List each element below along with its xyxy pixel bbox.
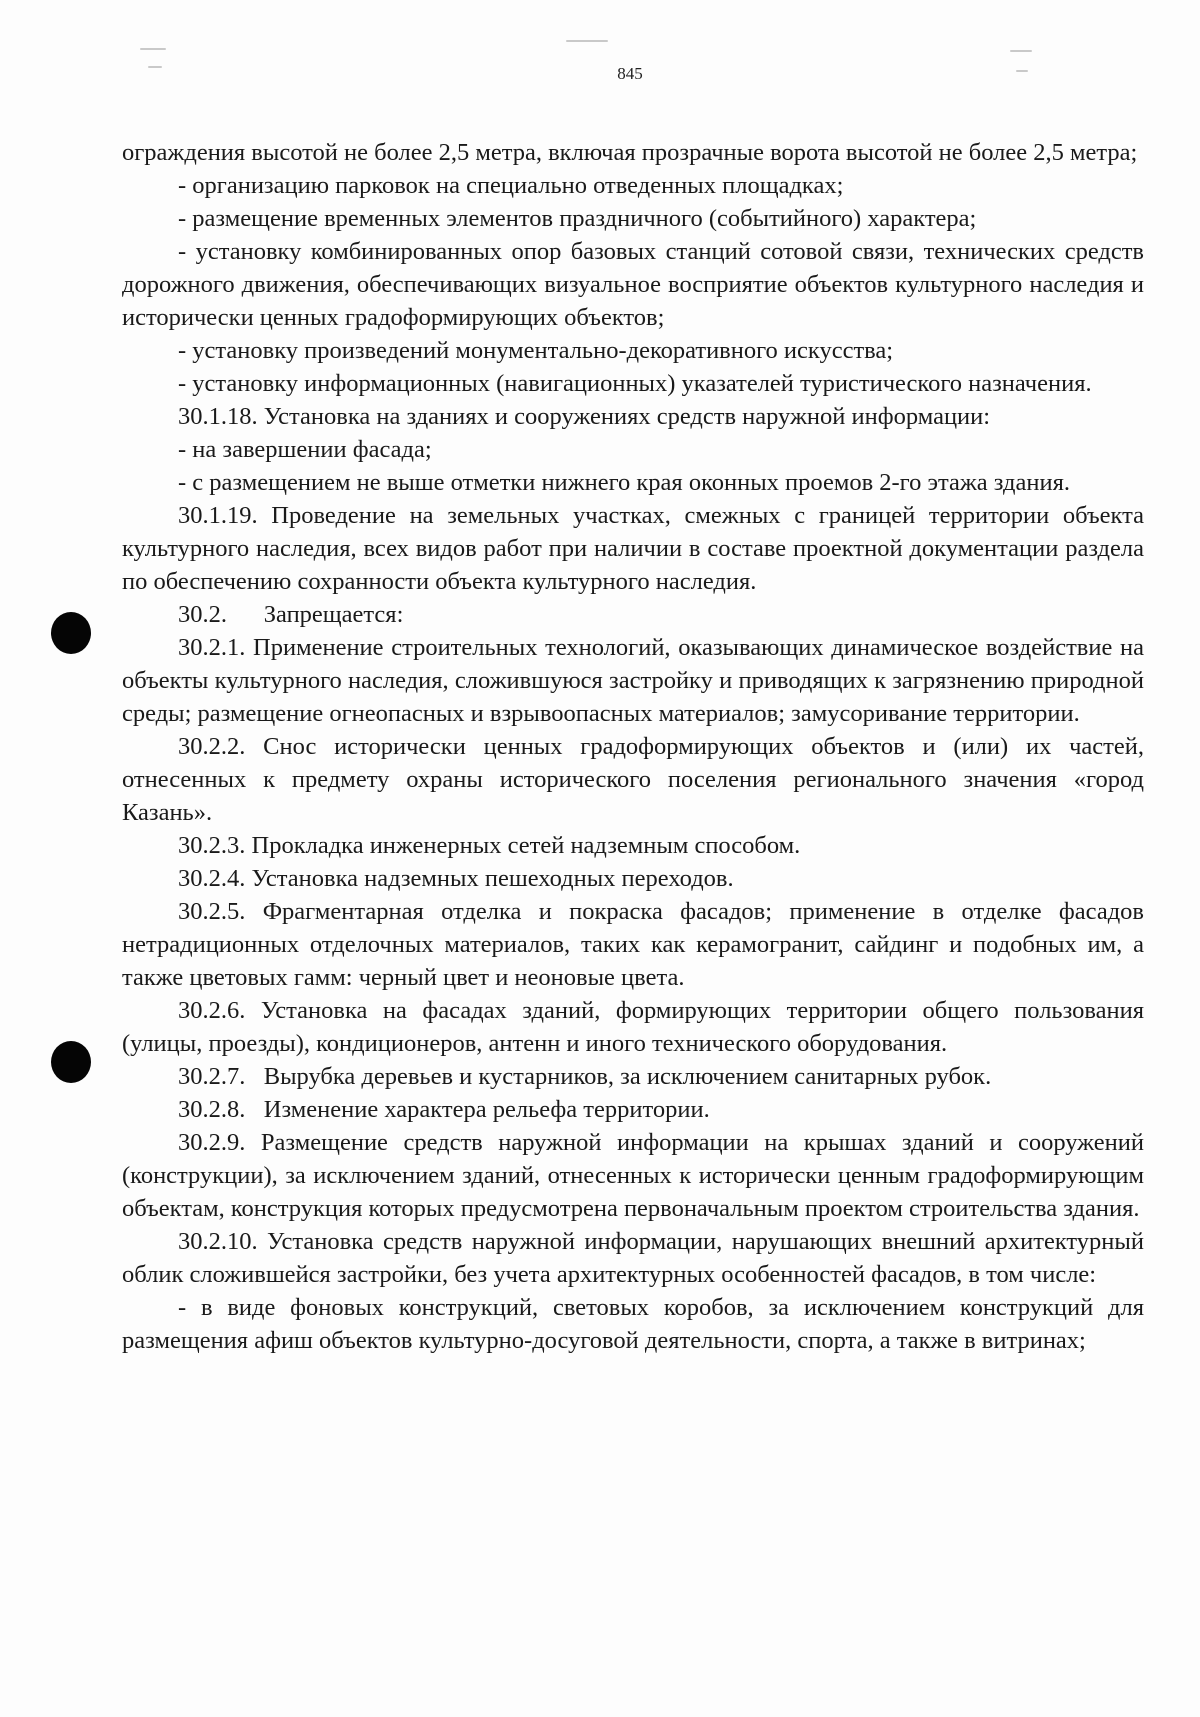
clause-30-2-6: 30.2.6. Установка на фасадах зданий, формирующих территории общего пользования (улицы, проезды), кондиционеров, антенн и иного технического оборудования. (122, 997, 1144, 1057)
clause-30-2-9: 30.2.9. Размещение средств наружной информации на крышах зданий и сооружений (конструкции), за исключением зданий, отнесенных к исторически ценным градоформирующим объектам, конструкция которых предусмотрена первоначальным проектом строительства здания. (122, 1129, 1144, 1222)
clause-30-2-1: 30.2.1. Применение строительных технологий, оказывающих динамическое воздействие на объекты культурного наследия, сложившуюся застройку и приводящих к загрязнению природной среды; размещение огнеопасных и взрывоопасных материалов; замусоривание территории. (122, 634, 1144, 727)
list-item-parking: - организацию парковок на специально отведенных площадках; (178, 172, 844, 199)
clause-30-2-3: 30.2.3. Прокладка инженерных сетей надземным способом. (178, 832, 801, 859)
paragraph-fence-height: ограждения высотой не более 2,5 метра, включая прозрачные ворота высотой не более 2,5 метра; (122, 139, 1138, 166)
scan-speck (1010, 50, 1032, 52)
clause-30-2-2: 30.2.2. Снос исторически ценных градоформирующих объектов и (или) их частей, отнесенных к предмету охраны исторического поселения регионального значения «город Казань». (122, 733, 1144, 826)
scan-speck (566, 40, 608, 42)
page-number: 845 (617, 64, 643, 83)
clause-30-2-10: 30.2.10. Установка средств наружной информации, нарушающих внешний архитектурный облик сложившейся застройки, без учета архитектурных особенностей фасадов, в том числе: (122, 1228, 1144, 1288)
clause-30-2-5: 30.2.5. Фрагментарная отделка и покраска фасадов; применение в отделке фасадов нетрадиционных отделочных материалов, таких как керамогранит, сайдинг и подобных им, а также цветовых гамм: черный цвет и неоновые цвета. (122, 898, 1144, 991)
punch-hole-mark (51, 1041, 91, 1083)
clause-30-1-19: 30.1.19. Проведение на земельных участках, смежных с границей территории объекта культурного наследия, всех видов работ при наличии в составе проектной документации раздела по обеспечению сохранности объекта культурного наследия. (122, 502, 1144, 595)
clause-30-1-18: 30.1.18. Установка на зданиях и сооружениях средств наружной информации: (178, 403, 991, 430)
document-body (122, 136, 1144, 1357)
list-item-facade-top: - на завершении фасада; (178, 436, 432, 463)
clause-30-2-4: 30.2.4. Установка надземных пешеходных переходов. (178, 865, 734, 892)
list-item-festive-elements: - размещение временных элементов праздничного (событийного) характера; (178, 205, 977, 232)
list-item-tourist-signs: - установку информационных (навигационных) указателей туристического назначения. (178, 370, 1092, 397)
list-item-monumental-art: - установку произведений монументально-декоративного искусства; (178, 337, 894, 364)
list-item-background-structures: - в виде фоновых конструкций, световых коробов, за исключением конструкций для размещения афиш объектов культурно-досуговой деятельности, спорта, а также в витринах; (122, 1294, 1144, 1354)
list-item-below-second-floor: - с размещением не выше отметки нижнего края оконных проемов 2-го этажа здания. (178, 469, 1071, 496)
clause-30-2-8: 30.2.8. Изменение характера рельефа территории. (178, 1096, 710, 1123)
scan-speck (140, 48, 166, 50)
list-item-combined-supports: - установку комбинированных опор базовых станций сотовой связи, технических средств дорожного движения, обеспечивающих визуальное восприятие объектов культурного наследия и исторически ценных градоформирующих объектов; (122, 238, 1144, 331)
clause-30-2-7: 30.2.7. Вырубка деревьев и кустарников, за исключением санитарных рубок. (178, 1063, 992, 1090)
clause-30-2-heading: 30.2. Запрещается: (178, 601, 404, 628)
punch-hole-mark (51, 612, 91, 654)
